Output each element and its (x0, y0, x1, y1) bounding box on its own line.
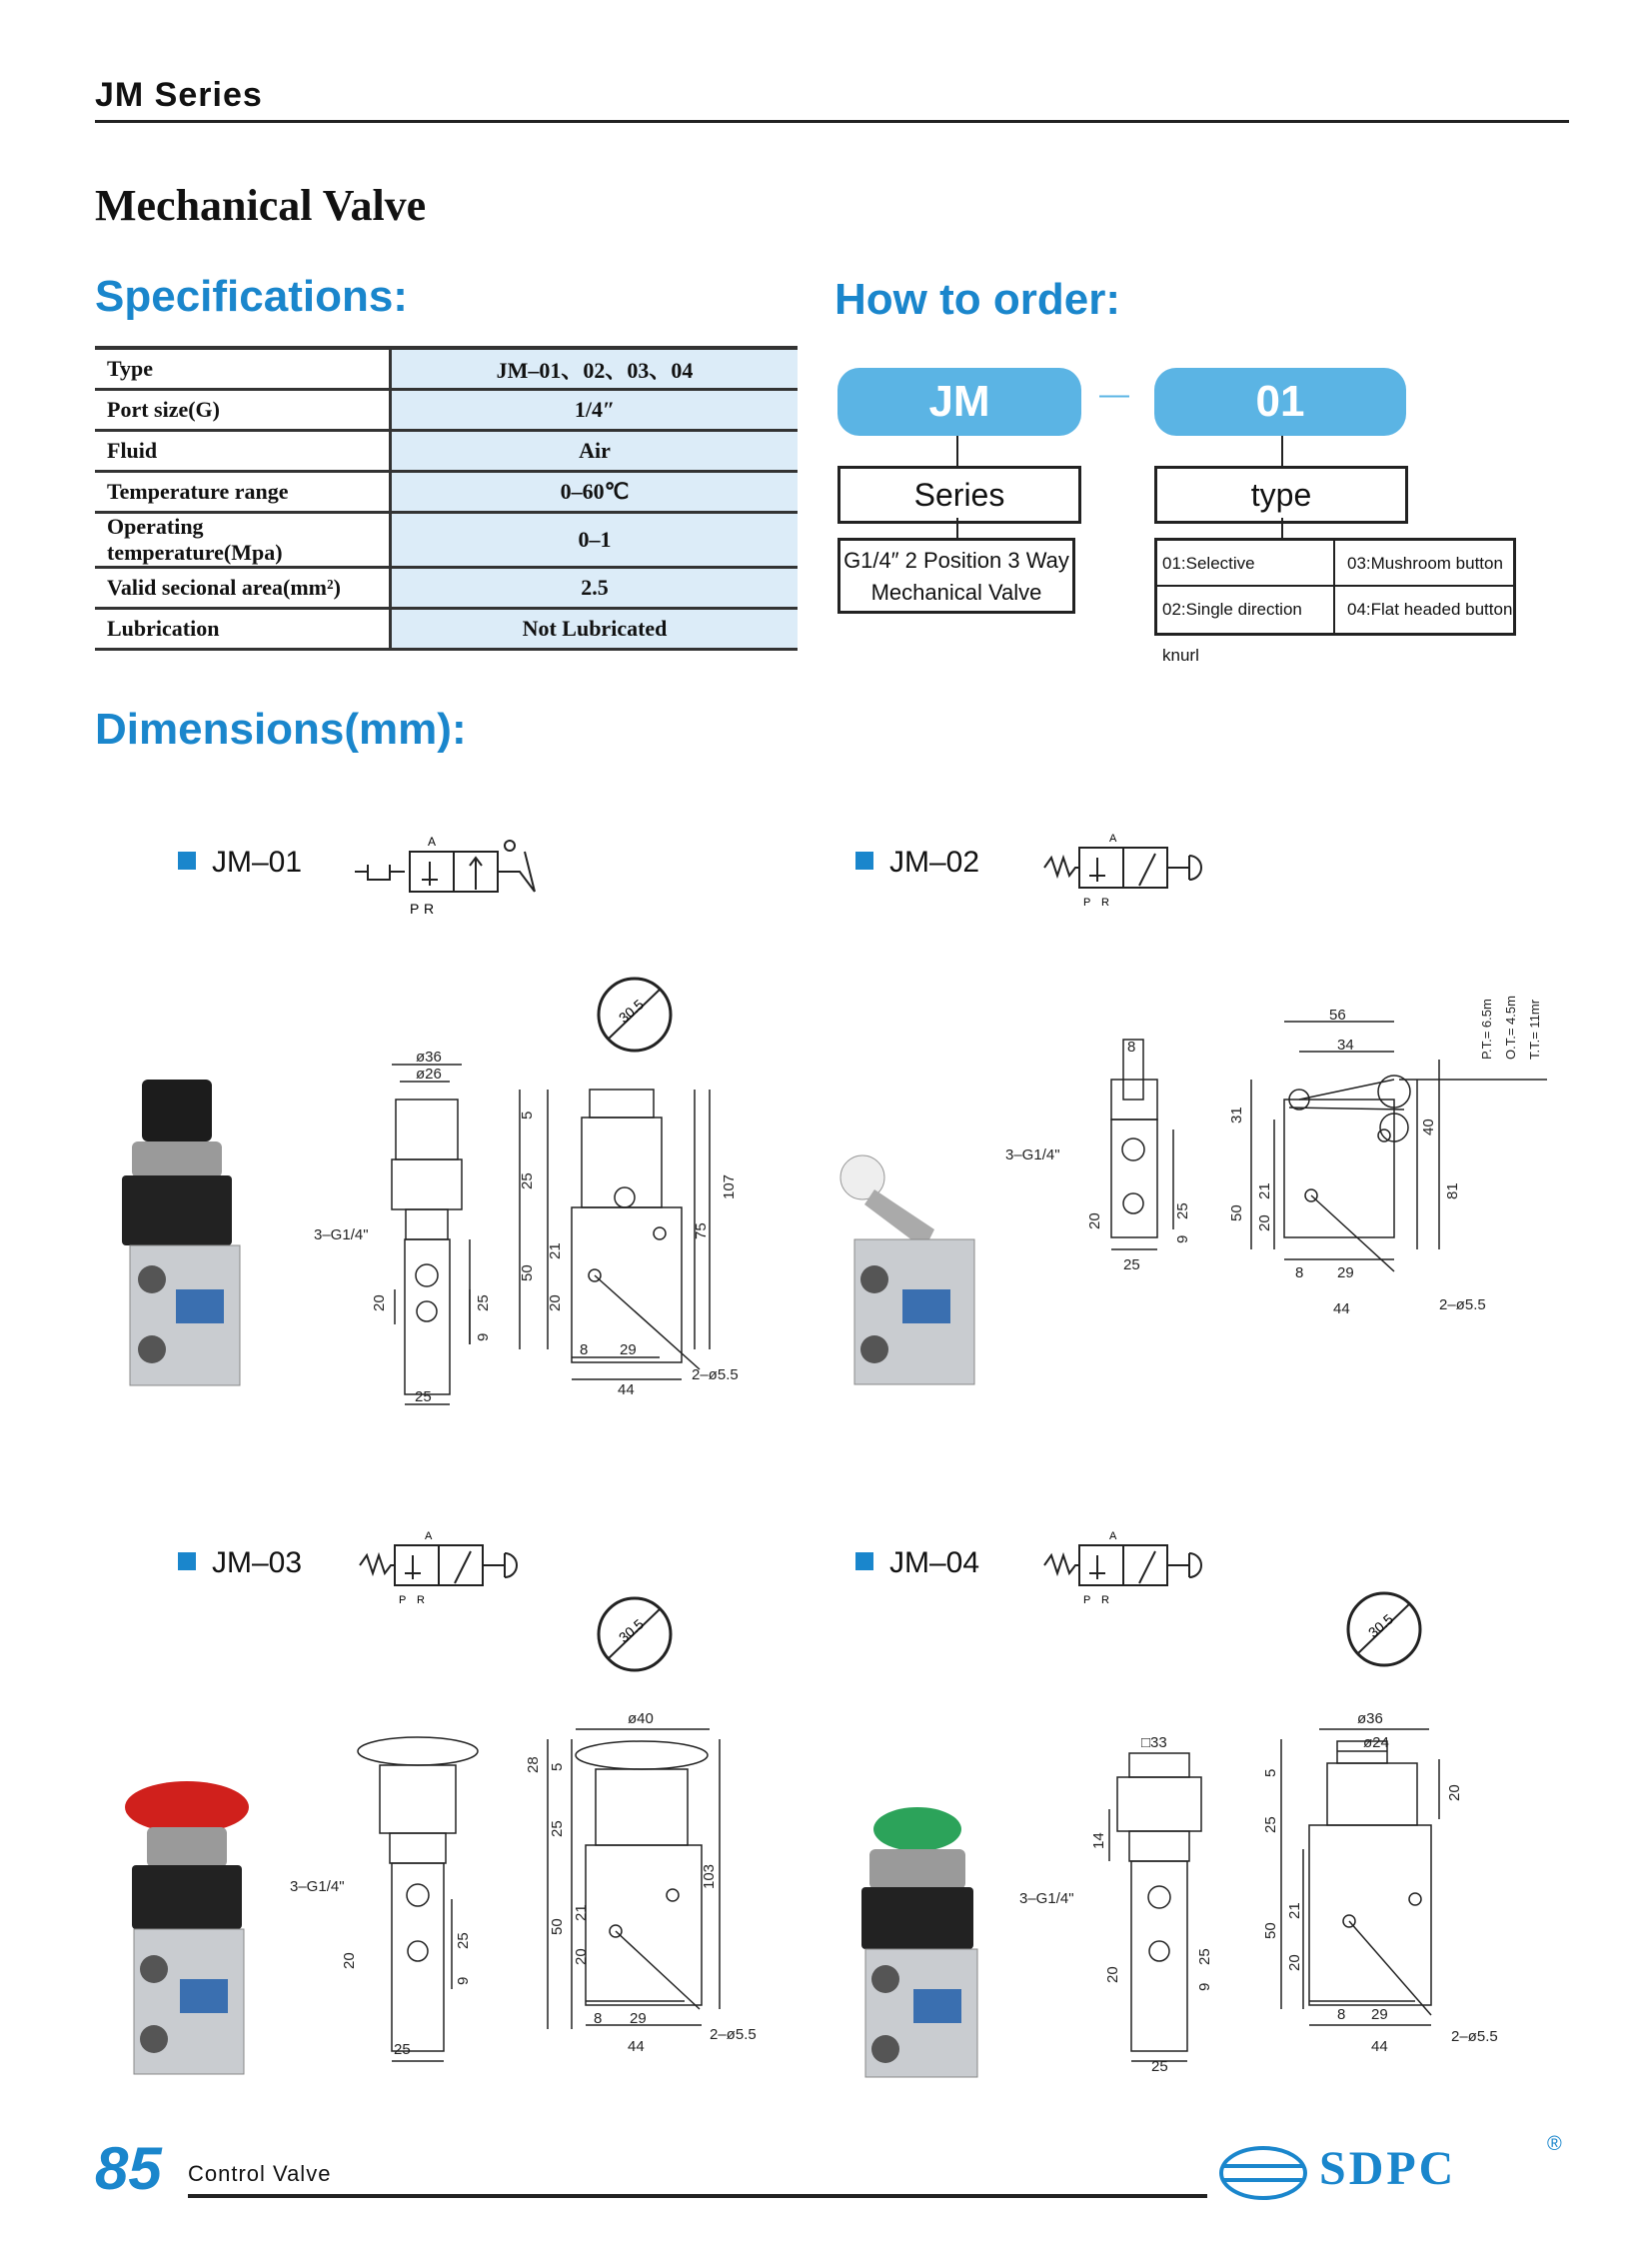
model-label-jm01: JM–01 (212, 846, 303, 879)
dim-label: 2–ø5.5 (710, 2026, 757, 2043)
port-size-label: 3–G1/4" (1005, 1146, 1060, 1163)
spec-value: 0–60℃ (391, 472, 799, 513)
spec-value: Not Lubricated (391, 609, 799, 650)
dim-label: O.T.= 4.5m (1503, 996, 1518, 1060)
panel-cutout-jm04 (1344, 1589, 1424, 1669)
specifications-table (95, 346, 798, 651)
dim-label: 29 (630, 2010, 647, 2027)
port-size-label: 3–G1/4" (314, 1226, 369, 1243)
dim-label: 21 (1256, 1182, 1273, 1199)
spec-value: 2.5 (391, 568, 799, 609)
product-title: Mechanical Valve (95, 181, 427, 230)
type-option: 03:Mushroom button (1335, 541, 1513, 587)
type-option: 02:Single direction knurl (1157, 587, 1335, 633)
valve-photo-jm01 (112, 1080, 262, 1389)
dim-label: 40 (1420, 1119, 1437, 1135)
dim-label: 21 (1286, 1902, 1303, 1919)
dim-label: 25 (1196, 1948, 1213, 1965)
header-rule (95, 120, 1569, 123)
dim-label: 2–ø5.5 (1451, 2028, 1498, 2045)
series-description (837, 538, 1075, 614)
model-label-jm04: JM–04 (889, 1546, 980, 1579)
table-row (95, 390, 798, 431)
order-code-type: 01 (1154, 368, 1406, 436)
table-row (95, 513, 798, 568)
table-row (95, 472, 798, 513)
table-row (95, 431, 798, 472)
dimension-drawing-jm02 (999, 960, 1559, 1379)
port-label: P (1083, 897, 1091, 909)
dim-label: 5 (519, 1111, 536, 1120)
dim-label: 25 (1262, 1816, 1279, 1833)
spec-value: JM–01、02、03、04 (391, 348, 799, 390)
dim-label: 25 (1174, 1202, 1191, 1219)
dim-label: 44 (618, 1381, 635, 1398)
panel-cutout-label: 30.5 (1364, 1610, 1397, 1641)
port-size-label: 3–G1/4" (290, 1878, 345, 1895)
dim-label: 2–ø5.5 (1439, 1296, 1486, 1313)
dim-label: ø26 (416, 1066, 442, 1083)
model-marker (855, 852, 873, 870)
series-desc-line: Mechanical Valve (870, 580, 1042, 605)
port-label: A (1109, 833, 1117, 845)
dim-label: 2–ø5.5 (692, 1366, 739, 1383)
dim-label: P.T.= 6.5m (1479, 999, 1494, 1060)
dim-label: 20 (1104, 1966, 1121, 1983)
page-number: 85 (95, 2135, 162, 2202)
dim-label: 20 (1256, 1214, 1273, 1231)
dim-label: 28 (525, 1756, 542, 1773)
dim-label: 8 (594, 2010, 603, 2027)
dim-label: 20 (341, 1952, 358, 1969)
series-box: Series (837, 466, 1081, 524)
dim-label: 9 (1174, 1234, 1191, 1243)
series-title: JM Series (95, 76, 263, 114)
dim-label: 75 (693, 1222, 710, 1239)
dim-label: 50 (519, 1264, 536, 1281)
dim-label: 29 (1371, 2006, 1388, 2023)
type-option: 04:Flat headed button (1347, 600, 1513, 619)
dim-label: ø24 (1363, 1734, 1389, 1751)
dim-label: 21 (573, 1904, 590, 1921)
dim-label: 20 (1086, 1212, 1103, 1229)
dim-label: 14 (1090, 1832, 1107, 1849)
spec-value: 1/4″ (391, 390, 799, 431)
port-label: A (425, 1530, 433, 1542)
port-label: R (1101, 1594, 1109, 1606)
port-size-label: 3–G1/4" (1019, 1890, 1074, 1907)
port-label: P (399, 1594, 407, 1606)
model-marker (855, 1552, 873, 1570)
dim-label: 25 (1123, 1256, 1140, 1273)
model-marker (178, 1552, 196, 1570)
dim-label: 25 (455, 1932, 472, 1949)
model-label-jm02: JM–02 (889, 846, 980, 879)
valve-photo-jm02 (834, 1149, 984, 1389)
dim-label: 50 (549, 1918, 566, 1935)
spec-value: Air (391, 431, 799, 472)
how-to-order-heading: How to order: (834, 275, 1120, 324)
dim-label: 107 (721, 1173, 738, 1199)
footer-section: Control Valve (188, 2161, 332, 2186)
dim-label: 56 (1329, 1007, 1346, 1024)
dim-label: 20 (547, 1294, 564, 1311)
table-row (95, 568, 798, 609)
dim-label: ø40 (628, 1710, 654, 1727)
sdpc-logo-icon (1217, 2144, 1309, 2202)
port-label: A (1109, 1530, 1117, 1542)
spec-label: Temperature range (95, 472, 391, 513)
dim-label: 50 (1228, 1204, 1245, 1221)
dim-label: 31 (1228, 1107, 1245, 1124)
dimension-drawing-jm04 (1019, 1699, 1539, 2079)
dim-label: 25 (519, 1172, 536, 1189)
dim-label: 20 (1446, 1784, 1463, 1801)
dim-label: □33 (1141, 1734, 1167, 1751)
dim-label: 34 (1337, 1037, 1354, 1054)
port-label: A (428, 835, 437, 849)
series-desc-line: G1/4″ 2 Position 3 Way (843, 548, 1069, 573)
dim-label: 20 (573, 1948, 590, 1965)
spec-label: Valid secional area(mm²) (95, 568, 391, 609)
dim-label: 20 (1286, 1954, 1303, 1971)
dimension-drawing-jm03 (290, 1699, 790, 2079)
dimension-drawing-jm01 (310, 1050, 770, 1409)
panel-cutout-jm01 (595, 975, 675, 1055)
dim-label: 9 (1196, 1982, 1213, 1991)
dim-label: 8 (1295, 1264, 1304, 1281)
dim-label: 20 (371, 1294, 388, 1311)
dim-label: 103 (701, 1863, 718, 1889)
model-label-jm03: JM–03 (212, 1546, 303, 1579)
port-label: R (417, 1594, 425, 1606)
valve-symbol-jm04 (1039, 1527, 1229, 1612)
port-label: R (1101, 897, 1109, 909)
type-box: type (1154, 466, 1408, 524)
spec-label: Operating temperature(Mpa) (95, 513, 391, 568)
dim-label: 44 (628, 2038, 645, 2055)
port-label: R (424, 901, 435, 917)
table-row (95, 348, 798, 390)
dim-label: 81 (1444, 1182, 1461, 1199)
spec-label: Type (95, 348, 391, 390)
dim-label: 5 (549, 1762, 566, 1771)
port-label: P (410, 901, 420, 917)
dim-label: 25 (549, 1820, 566, 1837)
registered-mark: ® (1547, 2133, 1562, 2155)
dim-label: ø36 (416, 1050, 442, 1066)
dim-label: ø36 (1357, 1710, 1383, 1727)
dim-label: 50 (1262, 1922, 1279, 1939)
model-marker (178, 852, 196, 870)
dim-label: 25 (1151, 2058, 1168, 2075)
dim-label: T.T.= 11mr (1527, 999, 1542, 1060)
table-row (95, 609, 798, 650)
dim-label: 8 (580, 1341, 589, 1358)
footer-rule (188, 2194, 1207, 2198)
valve-photo-jm04 (847, 1799, 997, 2079)
dim-label: 44 (1371, 2038, 1388, 2055)
dim-label: 8 (1337, 2006, 1346, 2023)
type-option: 01:Selective (1157, 541, 1335, 587)
spec-label: Fluid (95, 431, 391, 472)
valve-photo-jm03 (112, 1779, 262, 2079)
valve-symbol-jm01 (350, 830, 550, 920)
dim-label: 5 (1262, 1768, 1279, 1777)
dim-label: 8 (1127, 1039, 1136, 1056)
panel-cutout-jm03 (595, 1594, 675, 1674)
panel-cutout-label: 30.5 (615, 1615, 648, 1646)
panel-cutout-label: 30.5 (615, 996, 648, 1027)
dim-label: 9 (475, 1332, 492, 1341)
dim-label: 21 (547, 1242, 564, 1259)
port-label: P (1083, 1594, 1091, 1606)
order-connector-lines (837, 436, 1417, 540)
order-code-dash: — (1099, 378, 1129, 411)
dim-label: 25 (475, 1294, 492, 1311)
dim-label: 9 (455, 1976, 472, 1985)
dim-label: 29 (1337, 1264, 1354, 1281)
specifications-heading: Specifications: (95, 272, 408, 321)
spec-label: Port size(G) (95, 390, 391, 431)
dimensions-heading: Dimensions(mm): (95, 705, 467, 754)
dim-label: 29 (620, 1341, 637, 1358)
dim-label: 25 (415, 1388, 432, 1405)
spec-value: 0–1 (391, 513, 799, 568)
type-options-grid (1154, 538, 1516, 665)
valve-symbol-jm02 (1039, 830, 1229, 915)
dim-label: 44 (1333, 1300, 1350, 1317)
spec-label: Lubrication (95, 609, 391, 650)
dim-label: 25 (394, 2041, 411, 2058)
order-code-series: JM (837, 368, 1081, 436)
brand-name: SDPC (1319, 2142, 1457, 2195)
valve-symbol-jm03 (355, 1527, 545, 1612)
